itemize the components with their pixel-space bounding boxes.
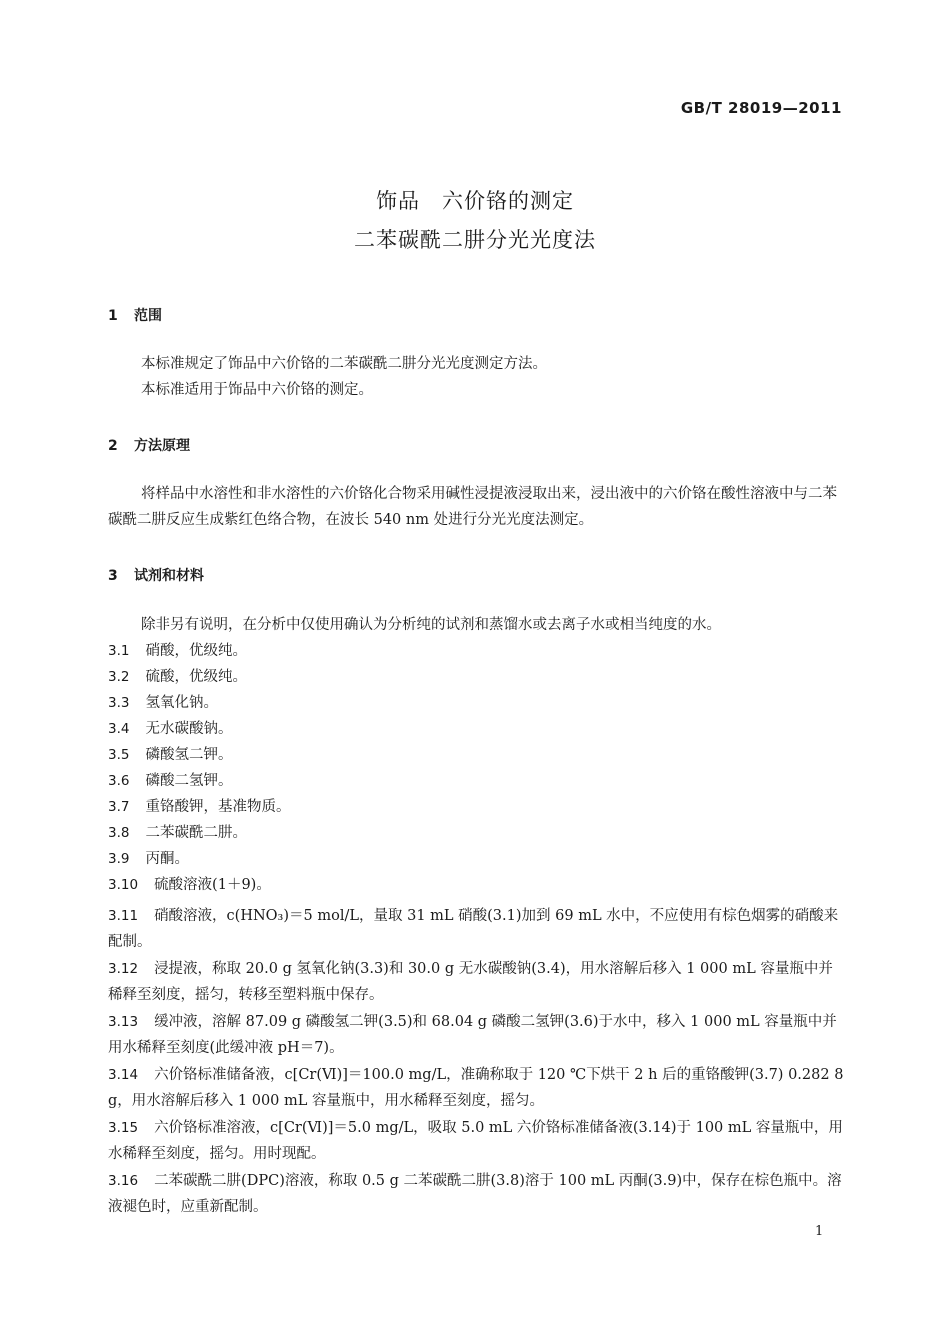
section-number: 1	[108, 308, 118, 324]
section-number: 2	[108, 438, 118, 454]
document-title-line-2: 二苯碳酰二肼分光光度法	[354, 228, 596, 252]
list-item: 3.14 六价铬标准储备液，c[Cr(Ⅵ)]＝100.0 mg/L，准确称取于 120 ℃下烘干 2 h 后的重铬酸钾(3.7) 0.282 8 g，用水溶解后移入 1 000 mL 容量瓶中，用水稀释至刻度，摇匀。	[108, 1067, 844, 1109]
section-number: 3	[108, 568, 118, 584]
section-1-heading	[108, 305, 162, 325]
standard-code: GB/T 28019—2011	[680, 99, 842, 117]
list-item: 3.4 无水碳酸钠。	[108, 721, 233, 737]
list-item: 3.7 重铬酸钾，基准物质。	[108, 799, 291, 815]
section-title: 试剂和材料	[134, 568, 204, 584]
section-2-heading	[108, 435, 190, 455]
section-3-intro: 除非另有说明，在分析中仅使用确认为分析纯的试剂和蒸馏水或去离子水或相当纯度的水。	[141, 617, 721, 633]
list-item: 3.11 硝酸溶液，c(HNO₃)＝5 mol/L，量取 31 mL 硝酸(3.1)加到 69 mL 水中，不应使用有棕色烟雾的硝酸来配制。	[108, 908, 839, 950]
page-number: 1	[815, 1224, 824, 1239]
section-title: 方法原理	[134, 438, 190, 454]
list-item: 3.5 磷酸氢二钾。	[108, 747, 233, 763]
section-3-heading	[108, 565, 204, 585]
section-1-paragraph-2: 本标准适用于饰品中六价铬的测定。	[141, 382, 373, 398]
list-item: 3.6 磷酸二氢钾。	[108, 773, 233, 789]
document-title-line-1: 饰品 六价铬的测定	[376, 189, 574, 213]
list-item: 3.3 氢氧化钠。	[108, 695, 218, 711]
section-2-paragraph: 将样品中水溶性和非水溶性的六价铬化合物采用碱性浸提液浸取出来，浸出液中的六价铬在酸性溶液中与二苯碳酰二肼反应生成紫红色络合物，在波长 540 nm 处进行分光光度法测定。	[108, 486, 837, 528]
list-item: 3.8 二苯碳酰二肼。	[108, 825, 247, 841]
section-title: 范围	[134, 308, 162, 324]
list-item: 3.13 缓冲液，溶解 87.09 g 磷酸氢二钾(3.5)和 68.04 g 磷酸二氢钾(3.6)于水中，移入 1 000 mL 容量瓶中并用水稀释至刻度(此缓冲液 pH＝7)。	[108, 1014, 837, 1056]
list-item: 3.16 二苯碳酰二肼(DPC)溶液，称取 0.5 g 二苯碳酰二肼(3.8)溶于 100 mL 丙酮(3.9)中，保存在棕色瓶中。溶液褪色时，应重新配制。	[108, 1173, 842, 1215]
list-item: 3.1 硝酸，优级纯。	[108, 643, 247, 659]
list-item: 3.12 浸提液，称取 20.0 g 氢氧化钠(3.3)和 30.0 g 无水碳酸钠(3.4)，用水溶解后移入 1 000 mL 容量瓶中并稀释至刻度，摇匀，转移至塑料瓶中保存。	[108, 961, 833, 1003]
list-item: 3.2 硫酸，优级纯。	[108, 669, 247, 685]
section-1-paragraph-1: 本标准规定了饰品中六价铬的二苯碳酰二肼分光光度测定方法。	[141, 356, 547, 372]
list-item: 3.15 六价铬标准溶液，c[Cr(Ⅵ)]＝5.0 mg/L，吸取 5.0 mL 六价铬标准储备液(3.14)于 100 mL 容量瓶中，用水稀释至刻度，摇匀。用时现配。	[108, 1120, 843, 1162]
list-item: 3.9 丙酮。	[108, 851, 189, 867]
list-item: 3.10 硫酸溶液(1＋9)。	[108, 877, 271, 893]
